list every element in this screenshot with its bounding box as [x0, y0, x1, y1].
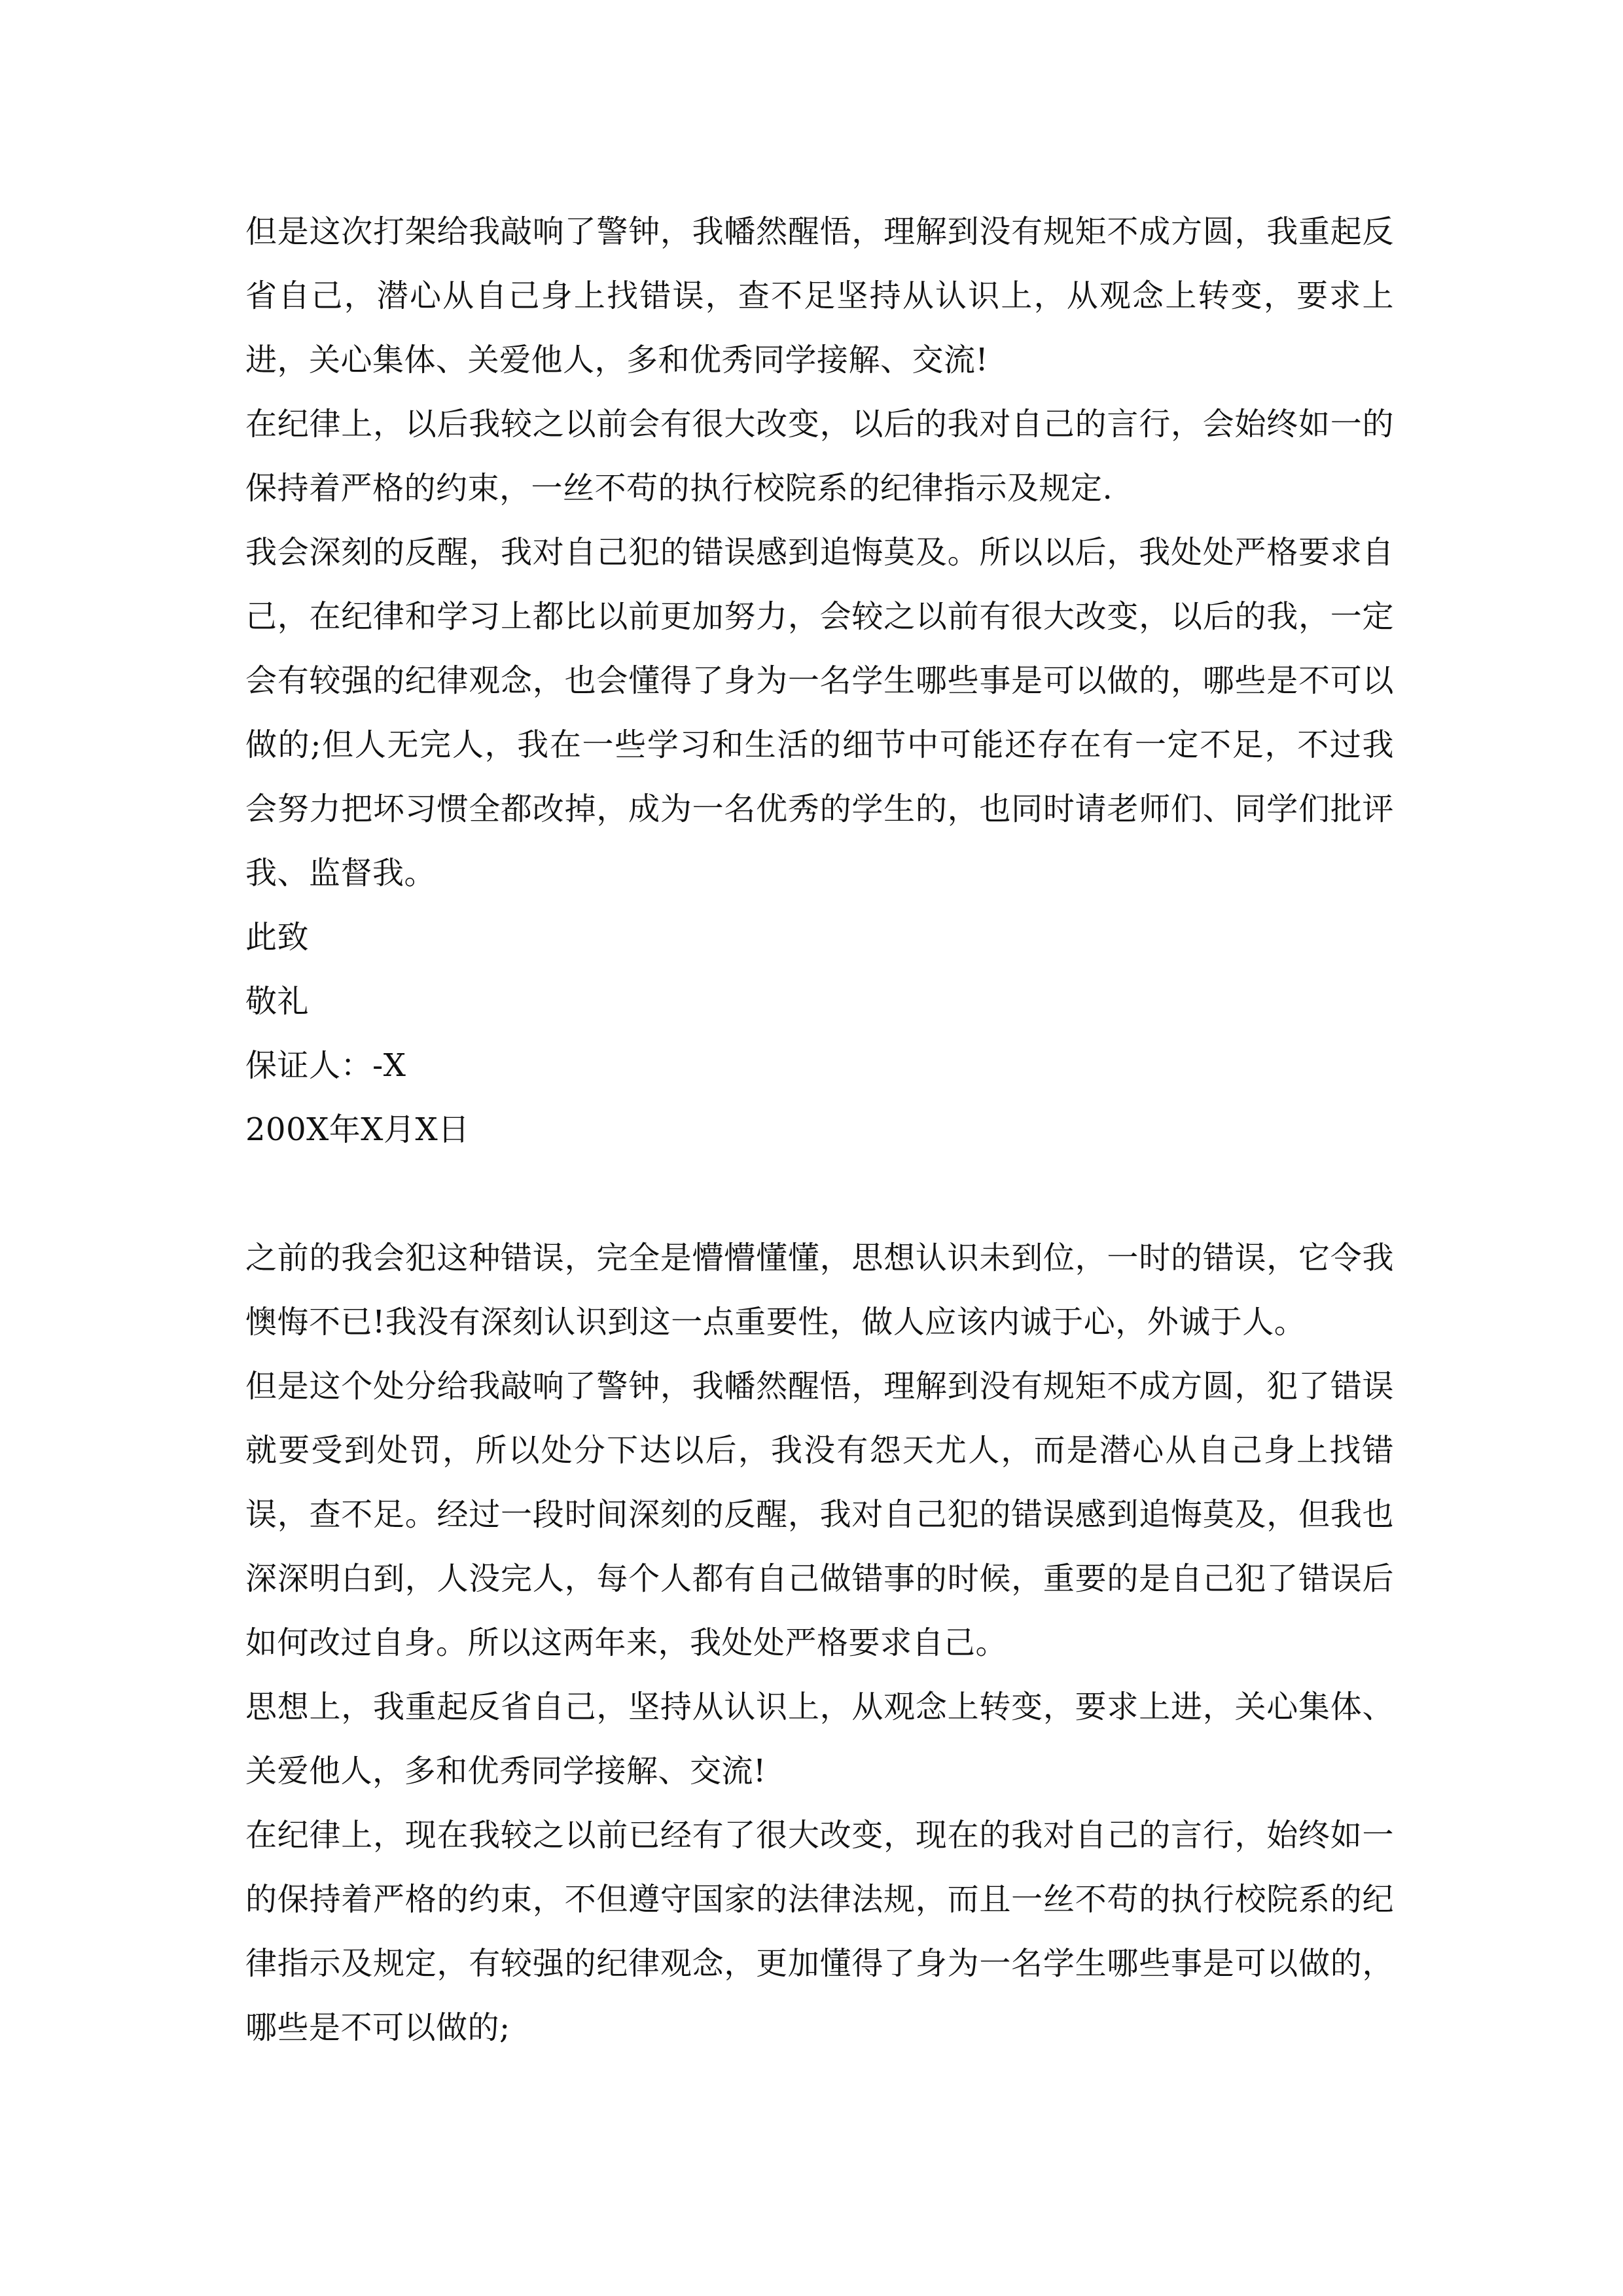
letter-section-2 — [245, 1226, 1394, 2060]
paragraph: 之前的我会犯这种错误，完全是懵懵懂懂，思想认识未到位，一时的错误，它令我懊悔不已!我没有深刻认识到这一点重要性，做人应该内诚于心，外诚于人。 — [245, 1240, 1394, 1340]
date-line: 200X年X月X日 — [245, 1111, 470, 1148]
paragraph: 思想上，我重起反省自己，坚持从认识上，从观念上转变，要求上进，关心集体、关爱他人，多和优秀同学接解、交流! — [245, 1689, 1394, 1789]
guarantor-signature-line: 保证人：-X — [245, 1047, 406, 1084]
paragraph: 在纪律上，现在我较之以前已经有了很大改变，现在的我对自己的言行，始终如一的保持着严格的约束，不但遵守国家的法律法规，而且一丝不苟的执行校院系的纪律指示及规定，有较强的纪律观念，更加懂得了身为一名学生哪些事是可以做的，哪些是不可以做的; — [245, 1817, 1394, 2046]
paragraph: 我会深刻的反醒，我对自己犯的错误感到追悔莫及。所以以后，我处处严格要求自己，在纪律和学习上都比以前更加努力，会较之以前有很大改变，以后的我，一定会有较强的纪律观念，也会懂得了身为一名学生哪些事是可以做的，哪些是不可以做的;但人无完人，我在一些学习和生活的细节中可能还存在有一定不足，不过我会努力把坏习惯全都改掉，成为一名优秀的学生的，也同时请老师们、同学们批评我、监督我。 — [245, 534, 1394, 891]
letter-section-1 — [245, 200, 1394, 1162]
paragraph: 在纪律上，以后我较之以前会有很大改变，以后的我对自己的言行，会始终如一的保持着严格的约束，一丝不苟的执行校院系的纪律指示及规定. — [245, 406, 1394, 507]
closing-salutation: 此致 — [245, 919, 310, 956]
document-body — [245, 200, 1394, 2060]
paragraph: 但是这个处分给我敲响了警钟，我幡然醒悟，理解到没有规矩不成方圆，犯了错误就要受到处罚，所以处分下达以后，我没有怨天尤人，而是潜心从自己身上找错误，查不足。经过一段时间深刻的反醒，我对自己犯的错误感到追悔莫及，但我也深深明白到，人没完人，每个人都有自己做错事的时候，重要的是自己犯了错误后如何改过自身。所以这两年来，我处处严格要求自己。 — [245, 1368, 1394, 1661]
closing-regards: 敬礼 — [245, 983, 310, 1020]
paragraph: 但是这次打架给我敲响了警钟，我幡然醒悟，理解到没有规矩不成方圆，我重起反省自己，潜心从自己身上找错误，查不足坚持从认识上，从观念上转变，要求上进，关心集体、关爱他人，多和优秀同学接解、交流! — [245, 213, 1394, 378]
